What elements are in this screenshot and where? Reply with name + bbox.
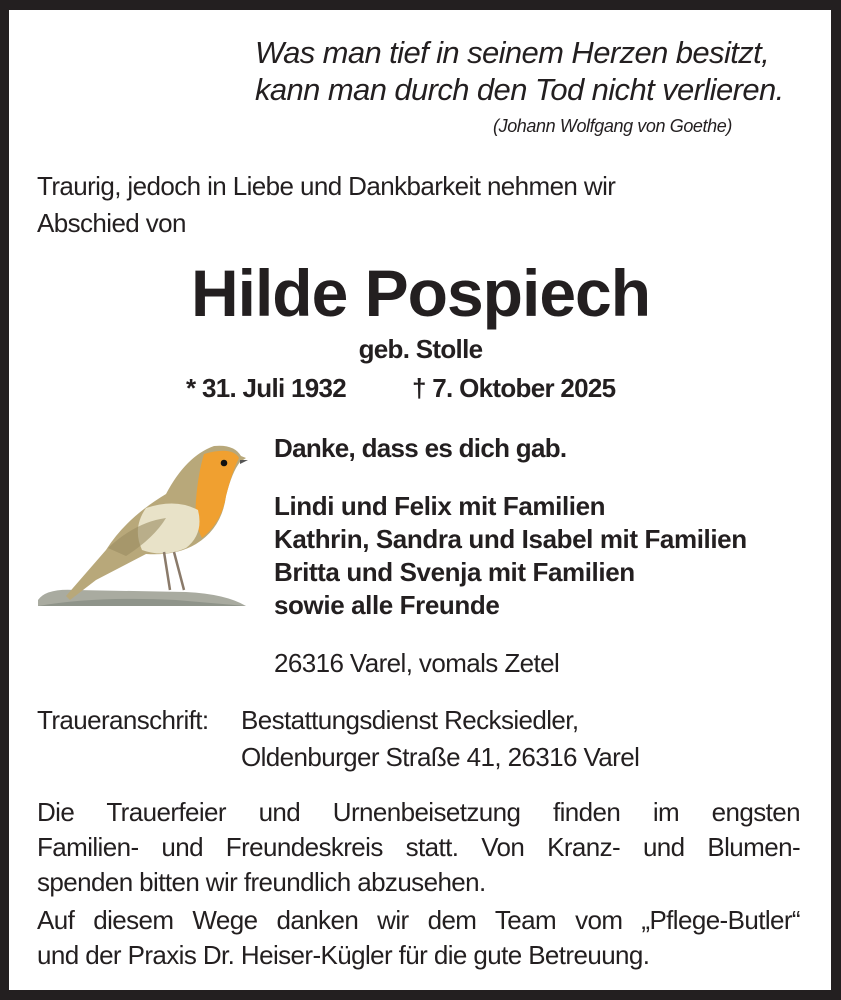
quote-line-1: Was man tief in seinem Herzen besitzt, (255, 35, 770, 70)
intro-line-1: Traurig, jedoch in Liebe und Dankbarkeit nehmen wir (37, 171, 616, 201)
address-line-2: Oldenburger Straße 41, 26316 Varel (241, 742, 640, 772)
mourner-3: Britta und Svenja mit Familien (274, 557, 635, 587)
location-line: 26316 Varel, vomals Zetel (274, 648, 560, 678)
birth-date: * 31. Juli 1932 (186, 373, 347, 403)
quote-line-2: kann man durch den Tod nicht verlieren. (255, 72, 784, 107)
ceremony-line-2: Familien- und Freundeskreis statt. Von Kranz- und Blumen- (37, 832, 800, 862)
robin-bird-icon (36, 438, 248, 610)
intro-line-2: Abschied von (37, 208, 186, 238)
gratitude-line-2: und der Praxis Dr. Heiser-Kügler für die gute Betreuung. (37, 940, 650, 970)
gratitude-line-1: Auf diesem Wege danken wir dem Team vom „Pflege-Butler“ (37, 905, 800, 935)
deceased-name: Hilde Pospiech (190, 256, 651, 330)
quote-attribution: (Johann Wolfgang von Goethe) (493, 116, 732, 136)
maiden-name: geb. Stolle (358, 334, 483, 364)
address-line-1: Bestattungsdienst Recksiedler, (241, 705, 579, 735)
ceremony-line-3: spenden bitten wir freundlich abzusehen. (37, 867, 486, 897)
ceremony-line-1: Die Trauerfeier und Urnenbeisetzung finden im engsten (37, 797, 800, 827)
mourner-1: Lindi und Felix mit Familien (274, 491, 606, 521)
death-date: † 7. Oktober 2025 (412, 373, 616, 403)
thanks-line: Danke, dass es dich gab. (274, 433, 567, 463)
mourner-4: sowie alle Freunde (274, 590, 500, 620)
mourner-2: Kathrin, Sandra und Isabel mit Familien (274, 524, 747, 554)
address-label: Traueranschrift: (37, 705, 209, 735)
